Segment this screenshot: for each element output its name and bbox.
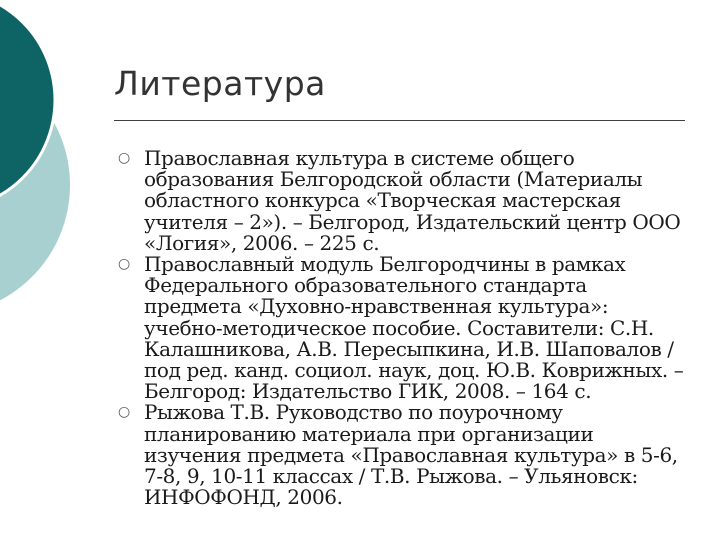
reference-item [114, 148, 690, 254]
circle-bullet-icon: ○ [118, 256, 130, 273]
reference-text: Православная культура в системе общего образования Белгородской области (Материалы областного конкурса «Творческая мастерская учителя – 2»). – Белгород, Издательский центр ООО «Логия», 2006. – 225 с. [144, 148, 681, 255]
reference-item [114, 254, 690, 402]
slide-decoration [0, 0, 120, 340]
reference-item [114, 402, 690, 508]
reference-list [114, 148, 690, 508]
reference-text: Православный модуль Белгородчины в рамках Федерального образовательного стандарта предмета «Духовно-нравственная культура»: учебно-методическое пособие. Составители: С.Н. Калашникова, А.В. Пересыпкина, И.В. Шаповалов / под ред. канд. социол. наук, доц. Ю.В. Коврижных. – Белгород: Издательство ГИК, 2008. – 164 с. [144, 252, 684, 404]
circle-bullet-icon: ○ [118, 150, 130, 166]
slide-title: Литература [114, 64, 326, 103]
circle-bullet-icon: ○ [118, 404, 130, 421]
reference-text: Рыжова Т.В. Руководство по поурочному планированию материала при организации изучения предмета «Православная культура» в 5-6, 7-8, 9, 10-11 классах / Т.В. Рыжова. – Ульяновск: ИНФОФОНД, 2006. [144, 400, 678, 510]
slide-content [114, 148, 690, 540]
title-divider [114, 120, 685, 121]
